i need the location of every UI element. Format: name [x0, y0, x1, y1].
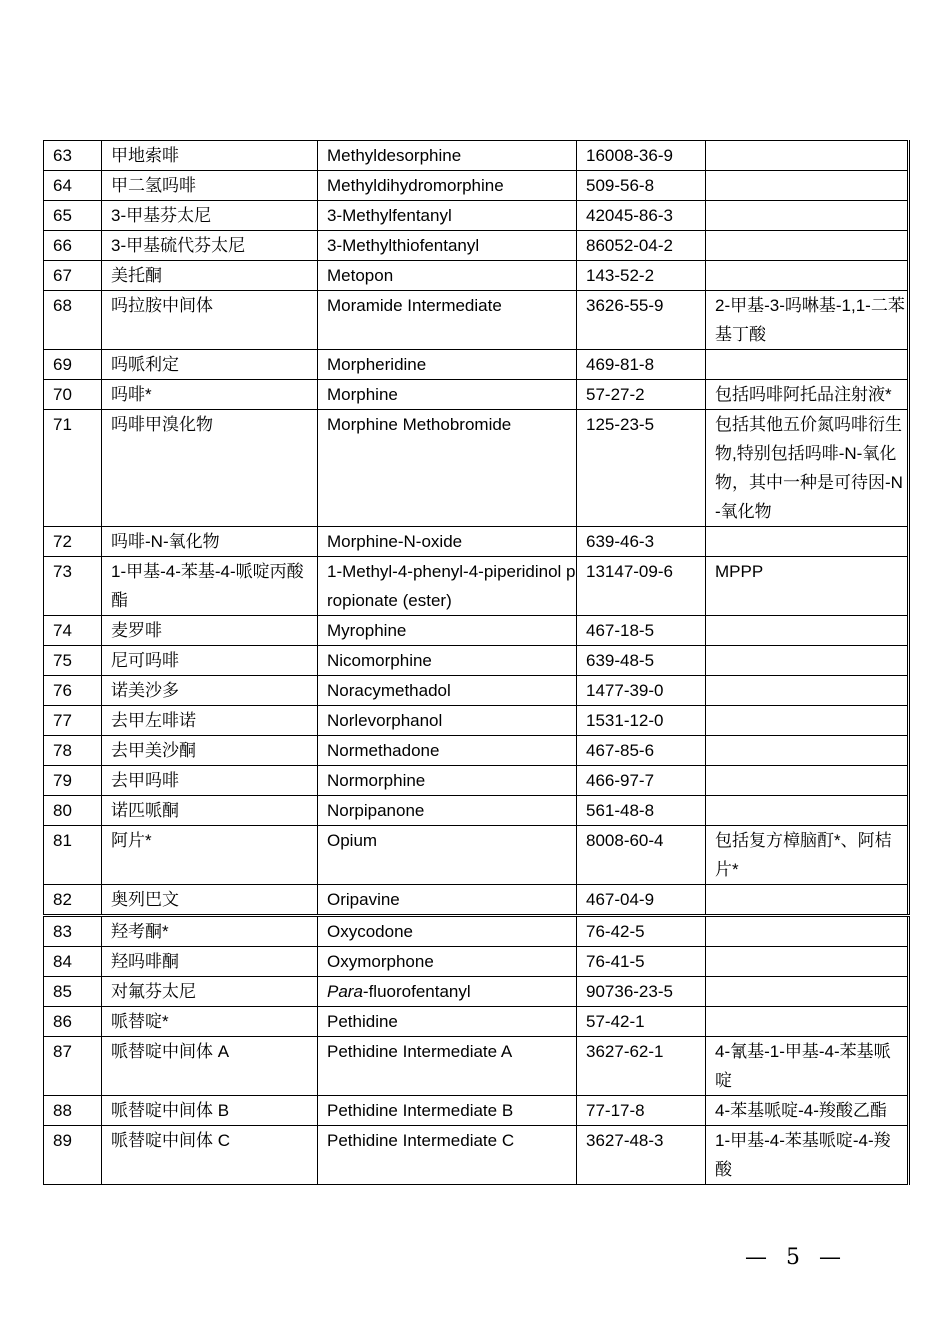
cas-number: 469-81-8	[577, 350, 706, 380]
row-number: 89	[44, 1126, 102, 1185]
remark: 包括吗啡阿托品注射液*	[706, 380, 909, 410]
remark: 4-苯基哌啶-4-羧酸乙酯	[706, 1096, 909, 1126]
table-row	[44, 141, 909, 171]
table-row	[44, 261, 909, 291]
chinese-name: 羟考酮*	[102, 916, 318, 947]
english-name: Opium	[318, 826, 577, 885]
english-name: Morphine-N-oxide	[318, 527, 577, 557]
chinese-name: 吗拉胺中间体	[102, 291, 318, 350]
cas-number: 466-97-7	[577, 766, 706, 796]
chinese-name: 奥列巴文	[102, 885, 318, 916]
chinese-name: 去甲吗啡	[102, 766, 318, 796]
english-name: Nicomorphine	[318, 646, 577, 676]
row-number: 86	[44, 1007, 102, 1037]
table-row	[44, 380, 909, 410]
chinese-name: 尼可吗啡	[102, 646, 318, 676]
row-number: 64	[44, 171, 102, 201]
remark	[706, 676, 909, 706]
english-name: Methyldesorphine	[318, 141, 577, 171]
table-row	[44, 616, 909, 646]
english-name: Oxycodone	[318, 916, 577, 947]
remark: 4-氰基-1-甲基-4-苯基哌啶	[706, 1037, 909, 1096]
chinese-name: 哌替啶*	[102, 1007, 318, 1037]
row-number: 68	[44, 291, 102, 350]
english-name: Norpipanone	[318, 796, 577, 826]
english-name-rest: -fluorofentanyl	[362, 982, 471, 1001]
row-number: 79	[44, 766, 102, 796]
english-name: Normethadone	[318, 736, 577, 766]
remark	[706, 706, 909, 736]
table-row	[44, 1126, 909, 1185]
cas-number: 561-48-8	[577, 796, 706, 826]
english-name: Morphine Methobromide	[318, 410, 577, 527]
row-number: 83	[44, 916, 102, 947]
remark	[706, 201, 909, 231]
chinese-name: 1-甲基-4-苯基-4-哌啶丙酸酯	[102, 557, 318, 616]
english-name: Pethidine	[318, 1007, 577, 1037]
table-row	[44, 1007, 909, 1037]
remark	[706, 916, 909, 947]
english-name: Normorphine	[318, 766, 577, 796]
chinese-name: 哌替啶中间体 B	[102, 1096, 318, 1126]
row-number: 67	[44, 261, 102, 291]
english-name: 3-Methylthiofentanyl	[318, 231, 577, 261]
english-name: Methyldihydromorphine	[318, 171, 577, 201]
chinese-name: 吗啡*	[102, 380, 318, 410]
page-footer	[0, 1245, 950, 1275]
row-number: 66	[44, 231, 102, 261]
remark: 包括其他五价氮吗啡衍生物,特别包括吗啡-N-氧化物，其中一种是可待因-N-氧化物	[706, 410, 909, 527]
table-row	[44, 410, 909, 527]
row-number: 65	[44, 201, 102, 231]
table-row	[44, 350, 909, 380]
english-name: Morphine	[318, 380, 577, 410]
cas-number: 125-23-5	[577, 410, 706, 527]
remark	[706, 527, 909, 557]
english-name: Morpheridine	[318, 350, 577, 380]
remark	[706, 350, 909, 380]
english-name: Pethidine Intermediate B	[318, 1096, 577, 1126]
chinese-name: 吗哌利定	[102, 350, 318, 380]
table-row	[44, 1096, 909, 1126]
remark	[706, 141, 909, 171]
row-number: 87	[44, 1037, 102, 1096]
row-number: 76	[44, 676, 102, 706]
cas-number: 57-27-2	[577, 380, 706, 410]
chinese-name: 麦罗啡	[102, 616, 318, 646]
english-name	[318, 977, 577, 1007]
row-number: 77	[44, 706, 102, 736]
cas-number: 639-48-5	[577, 646, 706, 676]
chinese-name: 美托酮	[102, 261, 318, 291]
table-row	[44, 706, 909, 736]
cas-number: 42045-86-3	[577, 201, 706, 231]
table-row	[44, 676, 909, 706]
remark	[706, 646, 909, 676]
cas-number: 3627-62-1	[577, 1037, 706, 1096]
cas-number: 509-56-8	[577, 171, 706, 201]
remark	[706, 796, 909, 826]
english-name: Myrophine	[318, 616, 577, 646]
table-row	[44, 885, 909, 916]
remark	[706, 616, 909, 646]
table-row	[44, 977, 909, 1007]
table-row	[44, 646, 909, 676]
table-row	[44, 171, 909, 201]
row-number: 69	[44, 350, 102, 380]
row-number: 80	[44, 796, 102, 826]
table-row	[44, 527, 909, 557]
row-number: 81	[44, 826, 102, 885]
remark	[706, 885, 909, 916]
cas-number: 76-41-5	[577, 947, 706, 977]
table-row	[44, 766, 909, 796]
row-number: 72	[44, 527, 102, 557]
remark	[706, 261, 909, 291]
chinese-name: 吗啡-N-氧化物	[102, 527, 318, 557]
row-number: 73	[44, 557, 102, 616]
table-row	[44, 201, 909, 231]
cas-number: 1531-12-0	[577, 706, 706, 736]
remark: 2-甲基-3-吗啉基-1,1-二苯基丁酸	[706, 291, 909, 350]
cas-number: 143-52-2	[577, 261, 706, 291]
cas-number: 467-85-6	[577, 736, 706, 766]
drug-table	[43, 140, 910, 1185]
chinese-name: 去甲左啡诺	[102, 706, 318, 736]
row-number: 85	[44, 977, 102, 1007]
table-row	[44, 826, 909, 885]
chinese-name: 哌替啶中间体 A	[102, 1037, 318, 1096]
chinese-name: 诺美沙多	[102, 676, 318, 706]
chinese-name: 3-甲基芬太尼	[102, 201, 318, 231]
row-number: 82	[44, 885, 102, 916]
chinese-name: 羟吗啡酮	[102, 947, 318, 977]
remark: 包括复方樟脑酊*、阿桔片*	[706, 826, 909, 885]
cas-number: 467-04-9	[577, 885, 706, 916]
english-name: Norlevorphanol	[318, 706, 577, 736]
remark	[706, 947, 909, 977]
english-name: 1-Methyl-4-phenyl-4-piperidinol propionate (ester)	[318, 557, 577, 616]
chinese-name: 对氟芬太尼	[102, 977, 318, 1007]
english-name: Oripavine	[318, 885, 577, 916]
table-row	[44, 231, 909, 261]
english-name: Pethidine Intermediate C	[318, 1126, 577, 1185]
chinese-name: 吗啡甲溴化物	[102, 410, 318, 527]
remark	[706, 736, 909, 766]
cas-number: 639-46-3	[577, 527, 706, 557]
page-number: — 5 —	[745, 1245, 847, 1270]
cas-number: 13147-09-6	[577, 557, 706, 616]
table-row	[44, 291, 909, 350]
table-row	[44, 1037, 909, 1096]
cas-number: 3626-55-9	[577, 291, 706, 350]
chinese-name: 阿片*	[102, 826, 318, 885]
cas-number: 76-42-5	[577, 916, 706, 947]
table-row	[44, 796, 909, 826]
remark	[706, 766, 909, 796]
cas-number: 8008-60-4	[577, 826, 706, 885]
remark: MPPP	[706, 557, 909, 616]
cas-number: 467-18-5	[577, 616, 706, 646]
chinese-name: 哌替啶中间体 C	[102, 1126, 318, 1185]
table-row	[44, 736, 909, 766]
chinese-name: 诺匹哌酮	[102, 796, 318, 826]
row-number: 88	[44, 1096, 102, 1126]
table-row	[44, 916, 909, 947]
row-number: 71	[44, 410, 102, 527]
english-name: Moramide Intermediate	[318, 291, 577, 350]
remark: 1-甲基-4-苯基哌啶-4-羧酸	[706, 1126, 909, 1185]
remark	[706, 1007, 909, 1037]
remark	[706, 171, 909, 201]
row-number: 74	[44, 616, 102, 646]
cas-number: 1477-39-0	[577, 676, 706, 706]
english-name: 3-Methylfentanyl	[318, 201, 577, 231]
chinese-name: 3-甲基硫代芬太尼	[102, 231, 318, 261]
table-row	[44, 947, 909, 977]
cas-number: 3627-48-3	[577, 1126, 706, 1185]
row-number: 63	[44, 141, 102, 171]
row-number: 84	[44, 947, 102, 977]
english-name: Noracymethadol	[318, 676, 577, 706]
table-row	[44, 557, 909, 616]
english-name: Pethidine Intermediate A	[318, 1037, 577, 1096]
row-number: 78	[44, 736, 102, 766]
row-number: 75	[44, 646, 102, 676]
cas-number: 90736-23-5	[577, 977, 706, 1007]
row-number: 70	[44, 380, 102, 410]
cas-number: 77-17-8	[577, 1096, 706, 1126]
remark	[706, 977, 909, 1007]
chinese-name: 甲地索啡	[102, 141, 318, 171]
cas-number: 16008-36-9	[577, 141, 706, 171]
english-name: Metopon	[318, 261, 577, 291]
drug-table-container	[43, 140, 909, 1185]
chinese-name: 甲二氢吗啡	[102, 171, 318, 201]
cas-number: 86052-04-2	[577, 231, 706, 261]
remark	[706, 231, 909, 261]
chinese-name: 去甲美沙酮	[102, 736, 318, 766]
english-name: Oxymorphone	[318, 947, 577, 977]
cas-number: 57-42-1	[577, 1007, 706, 1037]
english-name-italic: Para	[327, 982, 363, 1001]
